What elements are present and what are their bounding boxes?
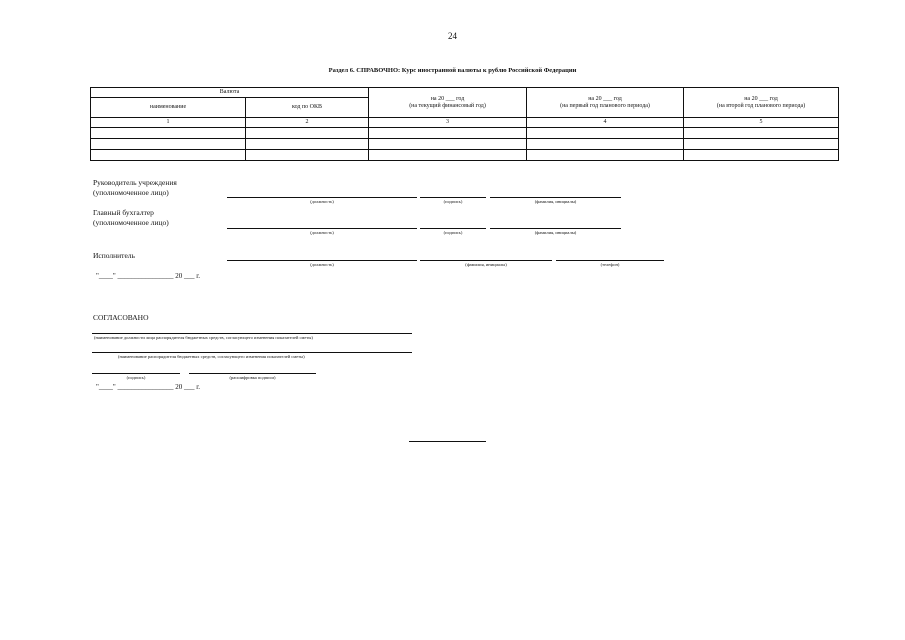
head-name-caption: (фамилия, инициалы) (534, 199, 577, 204)
executor-date-line[interactable]: "____" ________________ 20 ___ г. (96, 272, 201, 280)
accountant-position-caption: (должность) (310, 230, 334, 235)
header-first-plan-year: на 20 ___ год (на первый год планового периода) (527, 88, 684, 118)
accountant-name-caption: (фамилия, инициалы) (534, 230, 577, 235)
column-number: 1 (91, 118, 246, 128)
footer-separator (409, 441, 486, 442)
executor-name-line[interactable] (420, 260, 552, 261)
table-row (91, 150, 839, 161)
approval-decode-caption: (расшифровка подписи) (229, 375, 276, 380)
header-code: код по ОКВ (246, 98, 369, 118)
approval-org-caption: (наименование распорядителя бюджетных средств, согласующего изменения показателей сметы) (118, 354, 305, 359)
head-position-caption: (должность) (310, 199, 334, 204)
approval-signature-caption: (подпись) (126, 375, 146, 380)
executor-position-line[interactable] (227, 260, 417, 261)
accountant-signature-line[interactable] (420, 228, 486, 229)
accountant-signature-caption: (подпись) (443, 230, 463, 235)
page-number: 24 (448, 31, 457, 41)
header-current-year: на 20 ___ год (на текущий финансовый год) (369, 88, 527, 118)
column-number: 2 (246, 118, 369, 128)
currency-header: Валюта (91, 88, 369, 98)
approval-title: СОГЛАСОВАНО (93, 313, 149, 322)
approval-signature-line[interactable] (92, 373, 180, 374)
executor-phone-caption: (телефон) (600, 262, 620, 267)
header-name: наименование (91, 98, 246, 118)
approval-org-line[interactable] (92, 352, 412, 353)
approval-position-caption: (наименование должности лица распорядителя бюджетных средств, согласующего изменения показателей сметы) (94, 335, 313, 340)
section-title: Раздел 6. СПРАВОЧНО: Курс иностранной валюты к рублю Российской Федерации (328, 67, 577, 74)
column-number: 5 (684, 118, 839, 128)
column-number: 3 (369, 118, 527, 128)
head-name-line[interactable] (490, 197, 621, 198)
accountant-label: Главный бухгалтер (уполномоченное лицо) (93, 208, 169, 227)
approval-date-line[interactable]: "____" ________________ 20 ___ г. (96, 383, 201, 391)
table-row (91, 139, 839, 150)
currency-rate-table (90, 87, 839, 161)
executor-name-caption: (фамилия, инициалы) (465, 262, 507, 267)
table-row (91, 128, 839, 139)
head-signature-line[interactable] (420, 197, 486, 198)
head-signature-caption: (подпись) (443, 199, 463, 204)
executor-phone-line[interactable] (556, 260, 664, 261)
header-second-plan-year: на 20 ___ год (на второй год планового периода) (684, 88, 839, 118)
accountant-name-line[interactable] (490, 228, 621, 229)
head-label: Руководитель учреждения (уполномоченное лицо) (93, 178, 177, 197)
executor-label: Исполнитель (93, 251, 135, 260)
executor-position-caption: (должность) (310, 262, 334, 267)
approval-decode-line[interactable] (189, 373, 316, 374)
accountant-position-line[interactable] (227, 228, 417, 229)
approval-position-line[interactable] (92, 333, 412, 334)
column-number: 4 (527, 118, 684, 128)
head-position-line[interactable] (227, 197, 417, 198)
